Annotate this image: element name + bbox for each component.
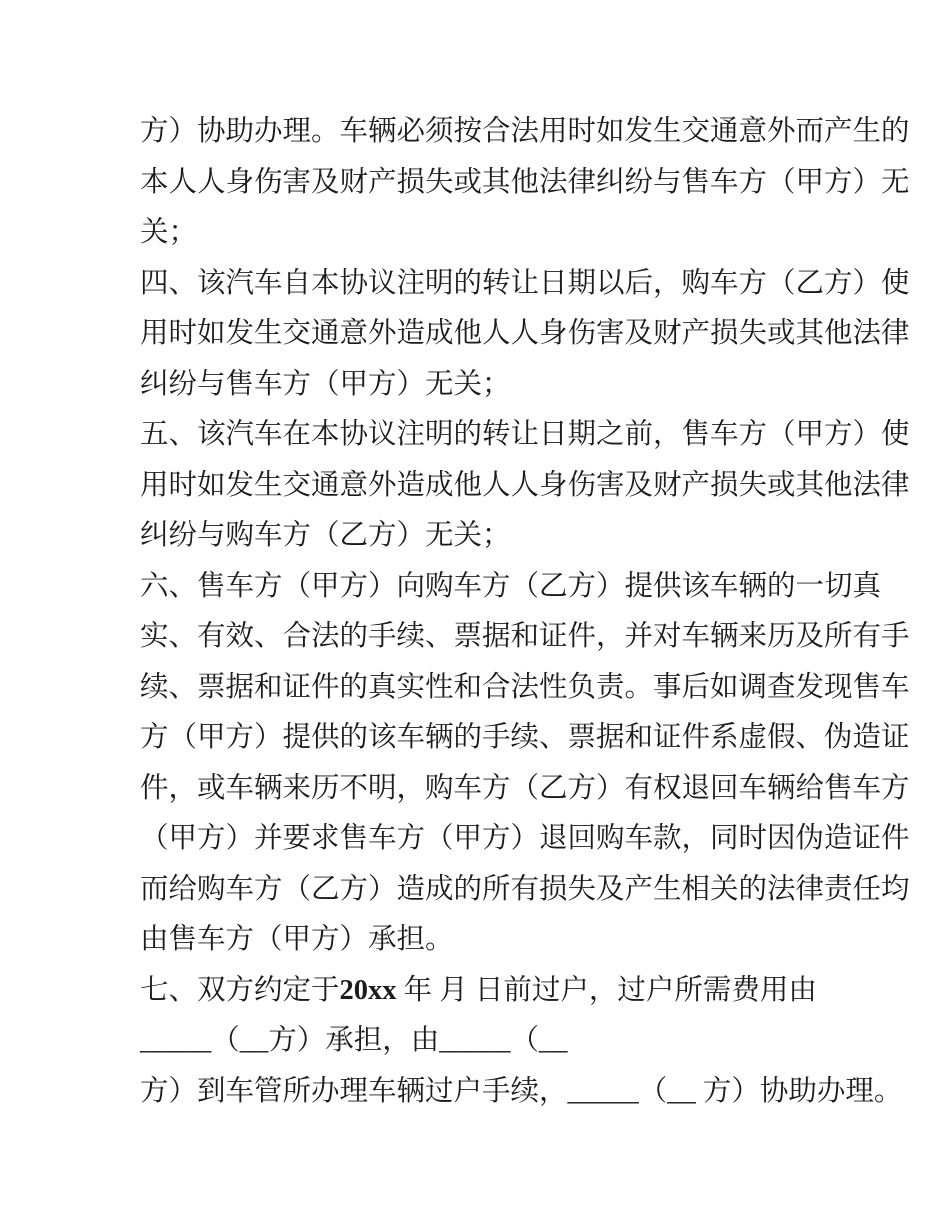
text-line xyxy=(140,865,910,916)
text-line xyxy=(140,663,910,714)
text-segment: （甲方）并要求售车方（甲方）退回购车款，同时因伪造证件 xyxy=(140,823,910,854)
text-line xyxy=(140,309,910,360)
text-line xyxy=(140,461,910,512)
text-segment: 方）到车管所办理车辆过户手续，_____（__ 方）协助办理。 xyxy=(140,1075,903,1107)
text-segment: 方（甲方）提供的该车辆的手续、票据和证件系虚假、伪造证 xyxy=(140,722,910,753)
text-line xyxy=(140,360,825,411)
text-line xyxy=(140,966,825,1017)
text-line xyxy=(140,107,910,158)
text-line xyxy=(140,562,882,613)
text-segment: 五、该汽车在本协议注明的转让日期之前，售车方（甲方）使 xyxy=(140,419,910,450)
text-line xyxy=(140,612,910,663)
text-segment: 而给购车方（乙方）造成的所有损失及产生相关的法律责任均 xyxy=(140,873,910,905)
text-segment: 由售车方（甲方）承担。 xyxy=(140,924,454,955)
text-segment: 20xx xyxy=(339,974,397,1006)
text-segment: 方）协助办理。车辆必须按合法用时如发生交通意外而产生的 xyxy=(140,116,910,147)
text-segment: 用时如发生交通意外造成他人人身伤害及财产损失或其他法律 xyxy=(140,318,910,349)
text-segment: 实、有效、合法的手续、票据和证件，并对车辆来历及所有手 xyxy=(140,621,910,652)
text-segment: _____（__方）承担，由_____（__ xyxy=(140,1025,568,1056)
text-line xyxy=(140,814,910,865)
text-segment: 四、该汽车自本协议注明的转让日期以后，购车方（乙方）使 xyxy=(140,267,910,299)
text-line xyxy=(140,208,825,259)
text-segment: 六、售车方（甲方）向购车方（乙方）提供该车辆的一切真 xyxy=(140,570,882,602)
text-segment: 续、票据和证件的真实性和合法性负责。事后如调查发现售车 xyxy=(140,671,910,703)
text-segment: 用时如发生交通意外造成他人人身伤害及财产损失或其他法律 xyxy=(140,469,910,501)
text-line xyxy=(140,158,910,209)
text-line xyxy=(140,764,910,815)
text-line xyxy=(140,511,825,562)
text-line xyxy=(140,259,910,310)
text-segment: 纠纷与售车方（甲方）无关； xyxy=(140,368,511,400)
text-line xyxy=(140,1016,825,1067)
text-line xyxy=(140,1067,903,1118)
text-segment: 关； xyxy=(140,217,198,248)
text-segment: 纠纷与购车方（乙方）无关； xyxy=(140,520,511,551)
text-line xyxy=(140,915,825,966)
text-line xyxy=(140,713,910,764)
document-body xyxy=(140,107,910,1117)
text-segment: 七、双方约定于 xyxy=(140,974,340,1006)
text-segment: 本人人身伤害及财产损失或其他法律纠纷与售车方（甲方）无 xyxy=(140,166,910,198)
text-segment: 年 月 日前过户，过户所需费用由 xyxy=(396,974,817,1006)
text-segment: 件，或车辆来历不明，购车方（乙方）有权退回车辆给售车方 xyxy=(140,772,910,804)
text-line xyxy=(140,410,910,461)
